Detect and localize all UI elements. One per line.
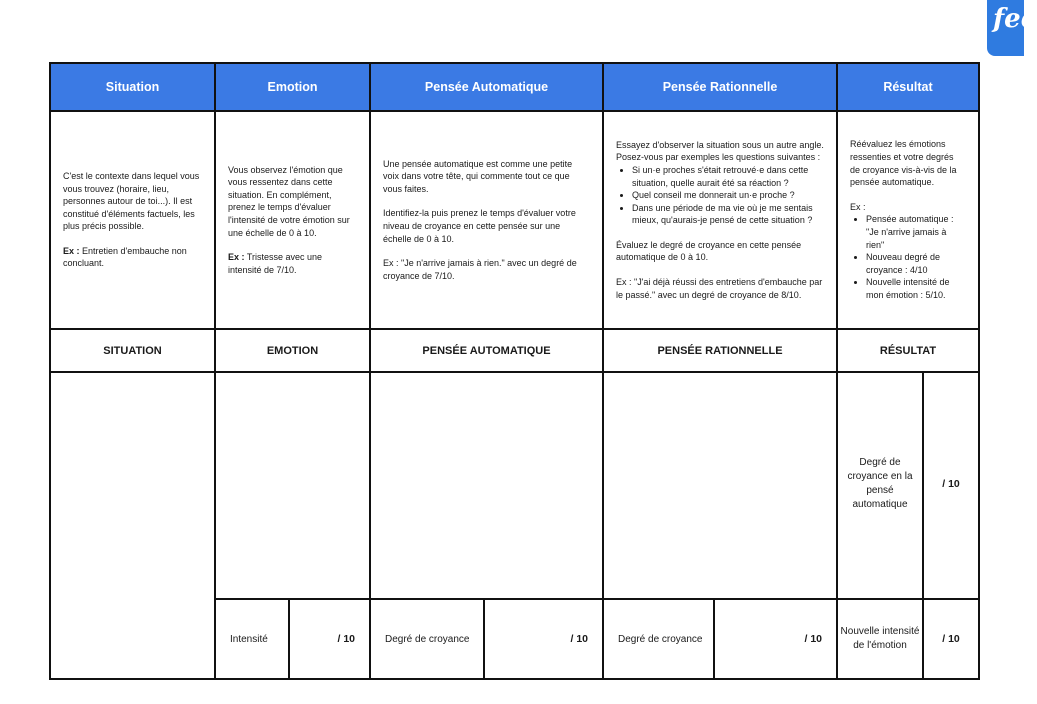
resultat-list — [850, 213, 966, 301]
resultat-intro: Réévaluez les émotions ressenties et votre degrés de croyance vis-à-vis de la pensée automatique. — [850, 139, 957, 188]
row-divider — [51, 110, 978, 112]
input-pensee-rationnelle[interactable] — [604, 373, 836, 598]
rationnelle-questions — [616, 164, 824, 227]
description-emotion — [216, 112, 369, 328]
automatique-p1: Une pensée automatique est comme une petite voix dans votre tête, qui commente tout ce que vous faites. — [383, 158, 573, 194]
intensite-score[interactable]: / 10 — [337, 633, 355, 645]
resultat-item: • Pensée automatique : "Je n'arrive jamais à rien" — [866, 213, 966, 251]
resultat-item: • Nouveau degré de croyance : 4/10 — [866, 251, 966, 276]
subheader-pensee-automatique: PENSÉE AUTOMATIQUE — [422, 344, 551, 357]
description-pensee-rationnelle — [604, 112, 836, 328]
cbt-worksheet-table — [49, 62, 980, 680]
header-emotion: Emotion — [216, 64, 369, 110]
resultat-intensite-label: Nouvelle intensité de l'émotion — [840, 626, 920, 651]
intensite-label: Intensité — [230, 633, 268, 645]
croyance-rat-score[interactable]: / 10 — [804, 633, 822, 645]
brand-logo — [987, 0, 1037, 56]
subheader-pensee-rationnelle: PENSÉE RATIONNELLE — [657, 344, 783, 357]
emotion-text: Vous observez l'émotion que vous ressentez dans cette situation. En complément, prenez le temps d'évaluer l'intensité de votre émotion sur une échelle de 0 à 10. — [228, 164, 350, 238]
header-pensee-rationnelle: Pensée Rationnelle — [604, 64, 836, 110]
description-resultat — [838, 112, 978, 328]
rationnelle-question: • Dans une période de ma vie où je me sentais mieux, qu'aurais-je pensé de cette situation ? — [632, 202, 824, 227]
automatique-p2: Identifiez-la puis prenez le temps d'évaluer votre niveau de croyance en cette pensée sur une échelle de 0 à 10. — [383, 208, 576, 244]
subheader-emotion: EMOTION — [266, 344, 319, 357]
description-pensee-automatique — [371, 112, 602, 328]
situation-example: Ex : Entretien d'embauche non concluant. — [63, 245, 187, 269]
row-divider — [214, 598, 978, 600]
header-pensee-automatique: Pensée Automatique — [371, 64, 602, 110]
croyance-auto-label: Degré de croyance — [385, 633, 470, 645]
row-divider — [51, 371, 978, 373]
subheader-situation: SITUATION — [103, 344, 162, 357]
resultat-intensite-score[interactable]: / 10 — [942, 633, 960, 645]
croyance-auto-score[interactable]: / 10 — [570, 633, 588, 645]
cell-divider — [713, 598, 715, 678]
description-situation — [51, 112, 214, 328]
situation-text: C'est le contexte dans lequel vous vous trouvez (horaire, lieu, personnes autour de toi...). Il est constitué d'éléments factuels, les plus précis possible. — [63, 170, 200, 232]
resultat-item: • Nouvelle intensité de mon émotion : 5/10. — [866, 276, 966, 301]
cell-divider — [483, 598, 485, 678]
resultat-croyance-label: Degré de croyance en la pensé automatique — [847, 457, 913, 510]
rationnelle-intro: Essayez d'observer la situation sous un autre angle. Posez-vous par exemples les questions suivantes : — [616, 139, 824, 163]
cell-divider — [922, 373, 924, 678]
automatique-example: Ex : "Je n'arrive jamais à rien." avec un degré de croyance de 7/10. — [383, 258, 577, 281]
input-emotion[interactable] — [216, 373, 369, 598]
input-pensee-automatique[interactable] — [371, 373, 602, 598]
rationnelle-example: Ex : "J'ai déjà réussi des entretiens d'embauche par le passé." avec un degré de croyance de 8/10. — [616, 277, 823, 300]
cell-divider — [288, 598, 290, 678]
header-situation: Situation — [51, 64, 214, 110]
rationnelle-question: • Si un·e proches s'était retrouvé·e dans cette situation, quelle aurait été sa réaction ? — [632, 164, 824, 189]
logo-text: fee — [993, 4, 1037, 34]
croyance-rat-label: Degré de croyance — [618, 633, 703, 645]
input-situation[interactable] — [51, 373, 214, 678]
resultat-croyance-score[interactable]: / 10 — [942, 478, 960, 490]
header-resultat: Résultat — [838, 64, 978, 110]
row-divider — [51, 328, 978, 330]
emotion-example: Ex : Tristesse avec une intensité de 7/10. — [228, 252, 323, 275]
rationnelle-question: • Quel conseil me donnerait un·e proche ? — [632, 189, 824, 202]
rationnelle-p2: Évaluez le degré de croyance en cette pensée automatique de 0 à 10. — [616, 239, 802, 263]
resultat-ex-label: Ex : — [850, 201, 866, 212]
subheader-resultat: RÉSULTAT — [879, 344, 937, 357]
